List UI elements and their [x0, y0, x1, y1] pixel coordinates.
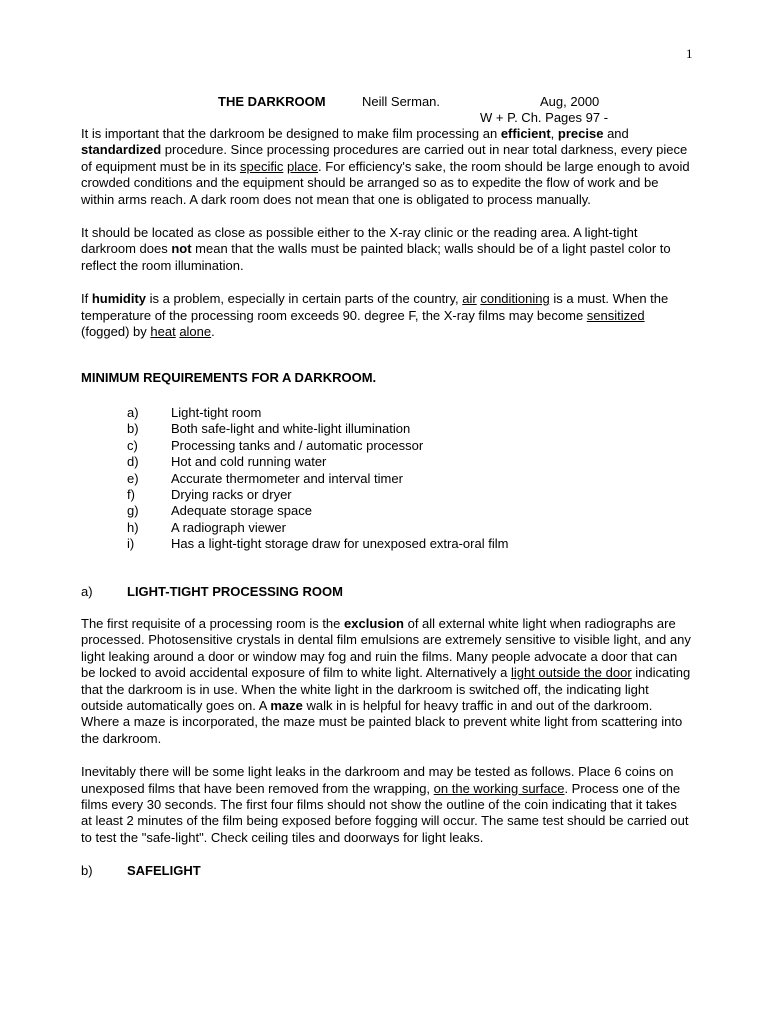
document-reference: W + P. Ch. Pages 97 - — [480, 110, 609, 125]
list-item-key: e) — [127, 470, 139, 486]
text-run: . For efficiency's sake, the room should be large enough to avoid crowded conditions and the equipment should be arranged so as to expedite the flow of work and be within arms reach. A dark room does not mean that one is obligated to process manually. — [81, 158, 690, 207]
list-item — [127, 438, 691, 454]
section-heading-light-tight — [81, 584, 691, 600]
underlined-term: light outside the door — [510, 665, 632, 681]
text-run: It should be located as close as possible either to the X-ray clinic or the reading area. A light-tight darkroom does — [81, 225, 638, 257]
paragraph-location — [81, 225, 691, 274]
underlined-term: air — [462, 291, 477, 307]
list-item — [127, 487, 691, 503]
text-run: walk in is helpful for heavy traffic in and out of the darkroom. Where a maze is incorporated, the maze must be painted black to prevent white light from scattering into the darkroom. — [81, 697, 683, 746]
list-item — [127, 405, 691, 421]
text-run: is a must. When the temperature of the processing room exceeds 90. degree F, the X-ray films may become — [81, 291, 669, 323]
text-run: procedure. Since processing procedures are carried out in near total darkness, every piece of equipment must be in its — [81, 142, 688, 174]
list-item-text: Drying racks or dryer — [171, 486, 292, 502]
section-title: SAFELIGHT — [127, 863, 201, 879]
document-body — [81, 126, 691, 896]
paragraph-humidity — [81, 291, 691, 340]
bold-term: exclusion — [344, 615, 404, 631]
document-author: Neill Serman. — [362, 94, 441, 109]
underlined-term: alone — [179, 324, 212, 340]
section-heading-safelight — [81, 863, 691, 879]
paragraph-exclusion — [81, 616, 691, 747]
text-run: The first requisite of a processing room is the — [81, 615, 345, 631]
section-key: b) — [81, 863, 93, 879]
requirements-list — [81, 405, 691, 553]
text-run: of all external white light when radiographs are processed. Photosensitive crystals in dental film emulsions are extremely sensitive to visible light, and any light leaking around a door or window may fog and ruin the films. Many people advocate a door that can be locked to avoid accidental exposure of film to white light. Alternatively a — [81, 615, 691, 681]
underlined-term: on the working surface — [433, 780, 565, 796]
bold-term: efficient — [500, 126, 551, 141]
list-item-text: Hot and cold running water — [171, 454, 327, 470]
list-item-key: i) — [127, 536, 135, 552]
text-run: is a problem, especially in certain parts of the country, — [146, 291, 463, 307]
list-item — [127, 536, 691, 552]
list-item — [127, 520, 691, 536]
list-item — [127, 471, 691, 487]
text-run: . — [211, 324, 215, 340]
text-run: and — [603, 126, 629, 141]
list-item-text: Both safe-light and white-light illumination — [171, 421, 411, 437]
text-run: indicating that the darkroom is in use. When the white light in the darkroom is switched off, the indicating light outside automatically goes on. A — [81, 665, 691, 713]
list-item-text: A radiograph viewer — [171, 519, 286, 535]
list-item-text: Processing tanks and / automatic processor — [171, 437, 424, 453]
list-item-text: Has a light-tight storage draw for unexposed extra-oral film — [171, 536, 509, 552]
list-item-key: g) — [127, 503, 139, 519]
min-requirements-heading: MINIMUM REQUIREMENTS FOR A DARKROOM. — [81, 370, 377, 386]
underlined-term: specific — [239, 158, 284, 174]
text-run: It is important that the darkroom be designed to make film processing an — [81, 126, 501, 141]
section-key: a) — [81, 583, 93, 599]
list-item-key: f) — [127, 486, 135, 502]
list-item-key: h) — [127, 519, 139, 535]
list-item-key: c) — [127, 437, 138, 453]
text-run: Inevitably there will be some light leaks in the darkroom and may be tested as follows. Place 6 coins on unexposed films that have been removed from the wrapping, — [81, 764, 674, 796]
underlined-term: sensitized — [586, 307, 645, 323]
list-item — [127, 421, 691, 437]
section-title: LIGHT-TIGHT PROCESSING ROOM — [127, 583, 343, 599]
underlined-term: conditioning — [480, 291, 550, 307]
bold-term: precise — [557, 126, 604, 141]
document-title: THE DARKROOM — [218, 94, 326, 109]
list-item — [127, 503, 691, 519]
underlined-term: place — [286, 158, 319, 174]
text-run: If — [81, 291, 92, 307]
bold-term: humidity — [91, 291, 147, 307]
text-run: . Process one of the films every 30 seconds. The first four films should not show the outline of the coin indicating that it takes at least 2 minutes of the film being exposed before fogging will occur. The same test should be carried out to test the "safe-light". Check ceiling tiles and doorways for light leaks. — [81, 780, 689, 845]
list-item-key: a) — [127, 404, 139, 420]
bold-term: not — [171, 241, 192, 257]
list-item-key: d) — [127, 454, 139, 470]
paragraph-intro — [81, 126, 691, 208]
bold-term: standardized — [81, 142, 162, 158]
list-item-text: Accurate thermometer and interval timer — [171, 470, 403, 486]
text-run: (fogged) by — [81, 324, 151, 340]
bold-term: maze — [270, 697, 303, 713]
document-date: Aug, 2000 — [540, 94, 600, 109]
paragraph-light-leaks — [81, 764, 691, 846]
list-item-text: Adequate storage space — [171, 503, 312, 519]
list-item — [127, 454, 691, 470]
text-run: mean that the walls must be painted black; walls should be of a light pastel color to reflect the room illumination. — [81, 241, 671, 273]
underlined-term: heat — [150, 324, 176, 340]
page-number: 1 — [686, 46, 693, 61]
list-item-key: b) — [127, 421, 139, 437]
text-run: , — [550, 126, 558, 141]
list-item-text: Light-tight room — [171, 404, 262, 420]
